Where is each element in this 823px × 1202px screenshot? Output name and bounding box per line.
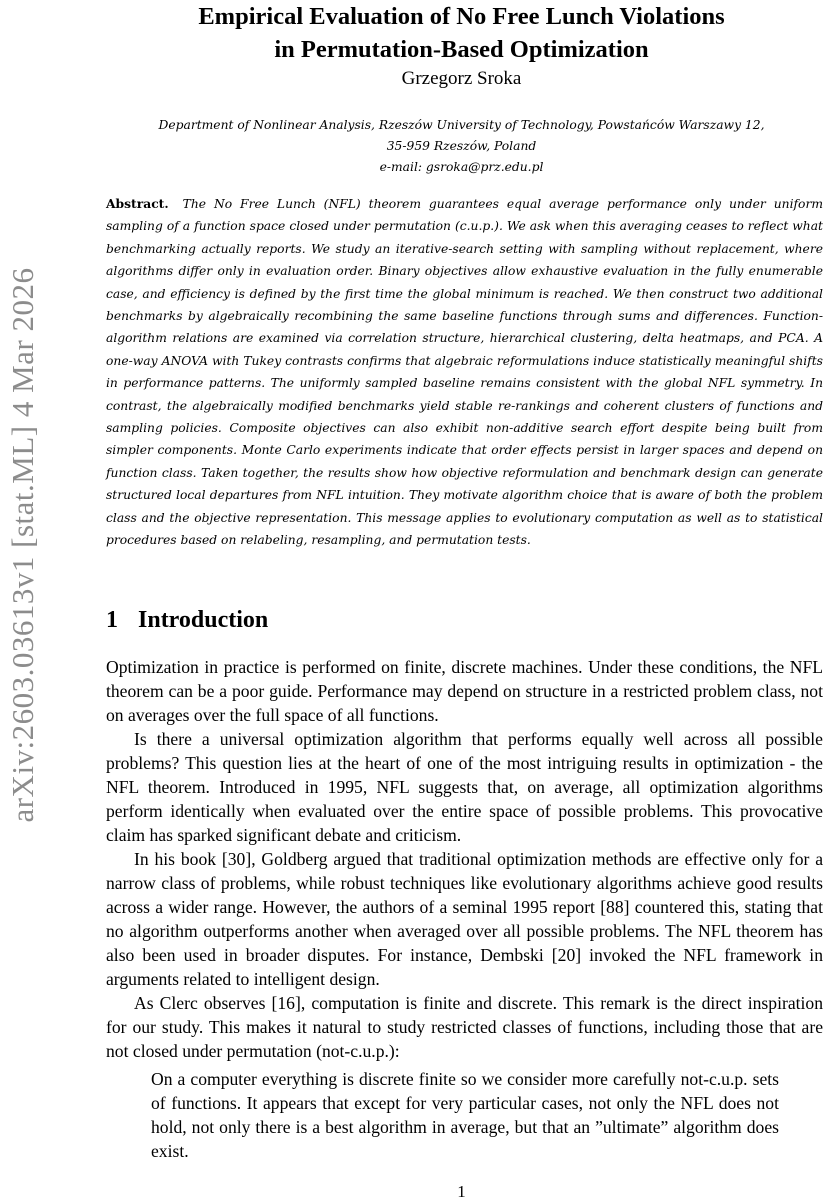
- paper-title: [100, 0, 823, 66]
- section-title: Introduction: [138, 607, 269, 633]
- paragraph: As Clerc observes [16], computation is finite and discrete. This remark is the direct inspiration for our study. This makes it natural to study restricted classes of functions, including those that are not closed under permutation (not-c.u.p.):: [106, 993, 823, 1061]
- section-number: 1: [106, 607, 118, 633]
- paragraph: Is there a universal optimization algorithm that performs equally well across all possible problems? This question lies at the heart of one of the most intriguing results in optimization - the NFL theorem. Introduced in 1995, NFL suggests that, on average, all optimization algorithms perform identically when evaluated over the entire space of possible problems. This provocative claim has sparked significant debate and criticism.: [106, 729, 823, 845]
- author-email: e-mail: gsroka@prz.edu.pl: [379, 160, 544, 174]
- abstract-text: The No Free Lunch (NFL) theorem guarantees equal average performance only under uniform sampling of a function space closed under permutation (c.u.p.). We ask when this averaging ceases to reflect what benchmarking actually reports. We study an iterative-search setting with sampling without replacement, where algorithms differ only in evaluation order. Binary objectives allow exhaustive evaluation in the fully enumerable case, and efficiency is defined by the first time the global minimum is reached. We then construct two additional benchmarks by algebraically recombining the same baseline functions through sums and differences. Function-algorithm relations are examined via correlation structure, hierarchical clustering, delta heatmaps, and PCA. A one-way ANOVA with Tukey contrasts confirms that algebraic reformulations induce statistically meaningful shifts in performance patterns. The uniformly sampled baseline remains consistent with the global NFL symmetry. In contrast, the algebraically modified benchmarks yield stable re-rankings and coherent clusters of functions and sampling policies. Composite objectives can also exhibit non-additive search effort despite being built from simpler components. Monte Carlo experiments indicate that order effects persist in larger spaces and depend on function class. Taken together, the results show how objective reformulation and benchmark design can generate structured local departures from NFL intuition. They motivate algorithm choice that is aware of both the problem class and the objective representation. This message applies to evolutionary computation as well as to statistical procedures based on relabeling, resampling, and permutation tests.: [106, 197, 823, 548]
- section-heading: [106, 607, 268, 634]
- arxiv-identifier-text: arXiv:2603.03613v1 [stat.ML] 4 Mar 2026: [5, 267, 40, 823]
- abstract: [106, 193, 823, 552]
- arxiv-identifier: [0, 240, 46, 850]
- title-line-2: in Permutation-Based Optimization: [274, 36, 649, 63]
- block-quote: On a computer everything is discrete finite so we consider more carefully not-c.u.p. sets of functions. It appears that except for very particular cases, not only the NFL does not hold, not only there is a best algorithm in average, but that an ”ultimate” algorithm does exist.: [151, 1069, 779, 1161]
- title-line-1: Empirical Evaluation of No Free Lunch Violations: [198, 3, 725, 30]
- affiliation-line-1: Department of Nonlinear Analysis, Rzeszów University of Technology, Powstańców Warszawy 12,: [158, 118, 765, 132]
- author-name: Grzegorz Sroka: [401, 68, 522, 89]
- paragraph: Optimization in practice is performed on finite, discrete machines. Under these conditions, the NFL theorem can be a poor guide. Performance may depend on structure in a restricted problem class, not on averages over the full space of all functions.: [106, 657, 823, 725]
- affiliation-line-2: 35-959 Rzeszów, Poland: [386, 139, 537, 153]
- introduction-body: [106, 655, 823, 1063]
- paragraph: In his book [30], Goldberg argued that traditional optimization methods are effective only for a narrow class of problems, while robust techniques like evolutionary algorithms achieve good results across a wider range. However, the authors of a seminal 1995 report [88] countered this, stating that no algorithm outperforms another when averaged over all possible problems. The NFL theorem has also been used in broader disputes. For instance, Dembski [20] invoked the NFL framework in arguments related to intelligent design.: [106, 849, 823, 989]
- page-number: 1: [457, 1182, 466, 1201]
- affiliation-block: [100, 115, 823, 178]
- abstract-label: Abstract.: [106, 196, 169, 211]
